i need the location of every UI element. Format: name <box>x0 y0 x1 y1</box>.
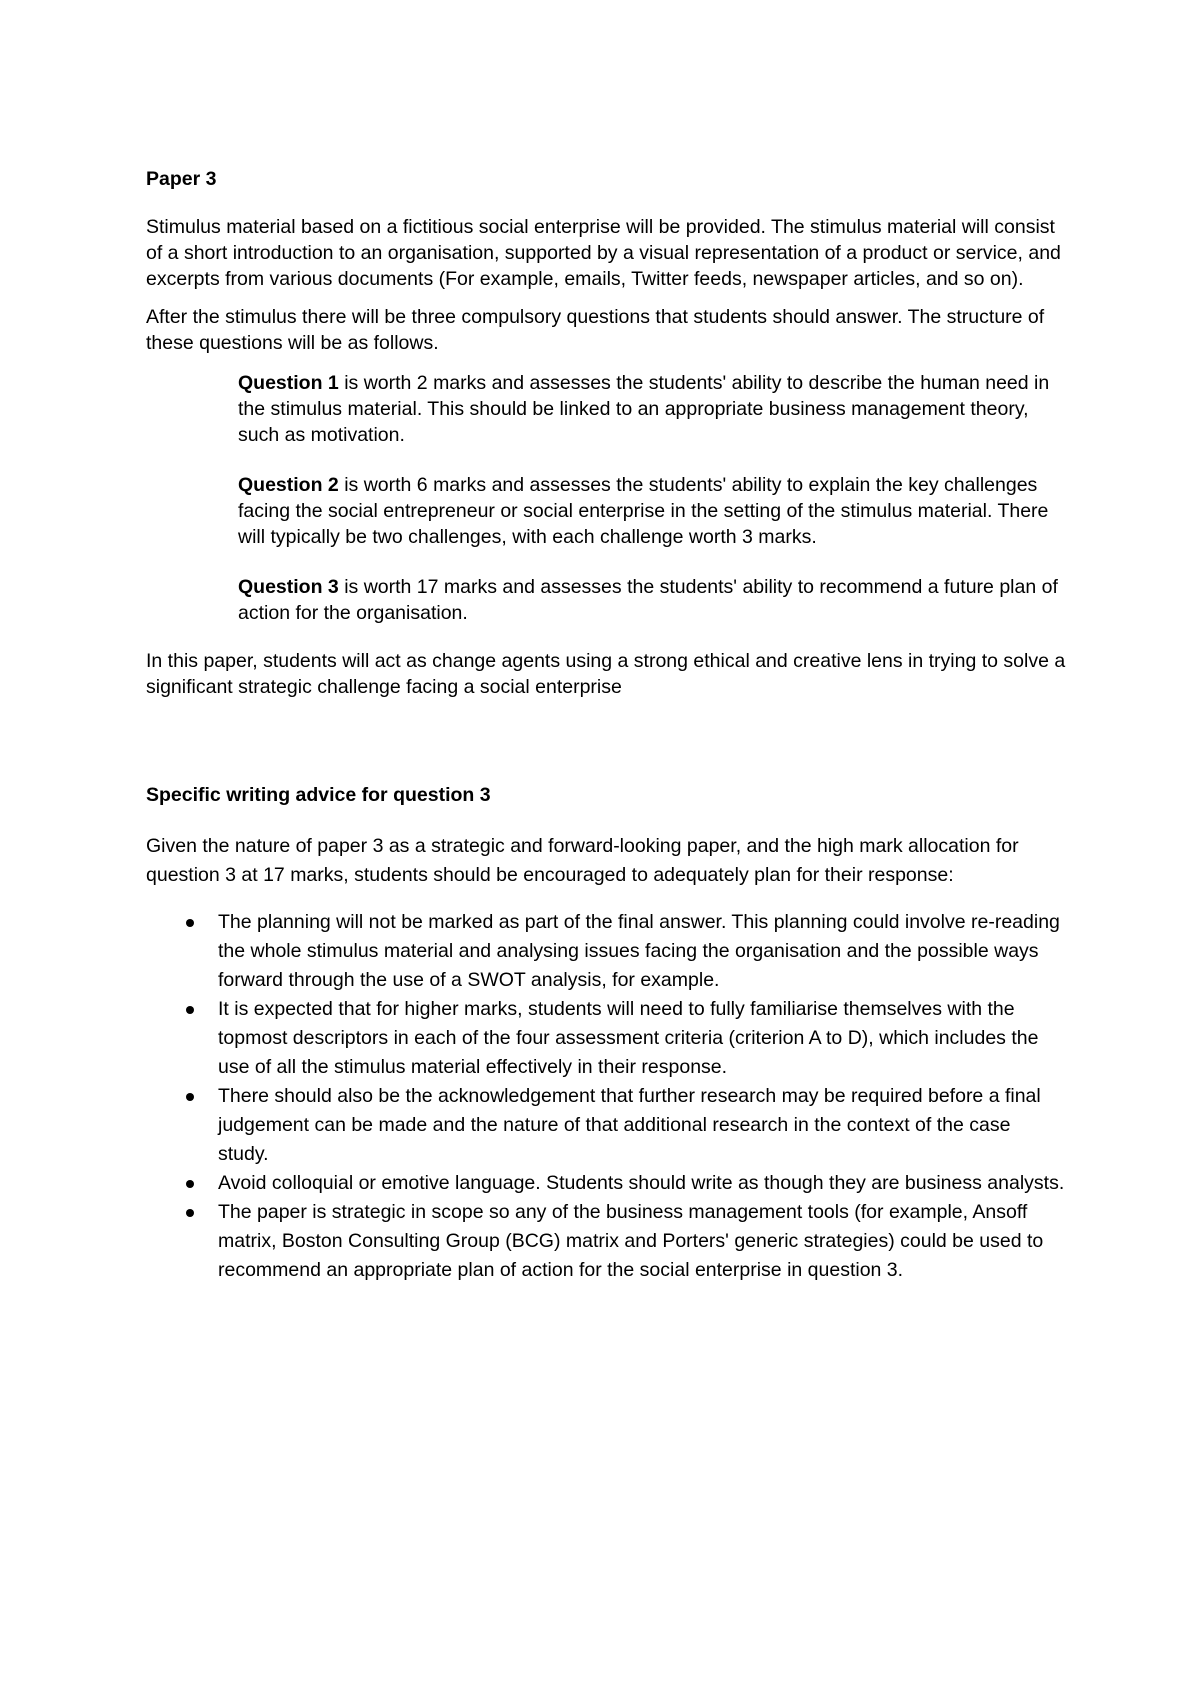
bullet-icon <box>186 1180 194 1188</box>
list-item <box>146 995 1066 1082</box>
bullet-icon <box>186 1209 194 1217</box>
list-item <box>146 908 1066 995</box>
list-item <box>146 1082 1066 1169</box>
question-3 <box>238 574 1068 626</box>
question-2-label: Question 2 <box>238 474 339 496</box>
question-2 <box>238 472 1068 550</box>
list-item-text: It is expected that for higher marks, students will need to fully familiarise themselves with the topmost descriptors in each of the four assessment criteria (criterion A to D), which includes the use of all the stimulus material effectively in their response. <box>218 998 1039 1078</box>
list-item-text: There should also be the acknowledgement that further research may be required before a final judgement can be made and the nature of that additional research in the context of the case study. <box>218 1085 1041 1165</box>
advice-heading: Specific writing advice for question 3 <box>146 784 491 806</box>
question-3-text: is worth 17 marks and assesses the students' ability to recommend a future plan of action for the organisation. <box>238 576 1058 624</box>
section-spacer <box>146 712 1066 782</box>
question-1 <box>238 370 1068 448</box>
list-item <box>146 1169 1066 1198</box>
advice-intro: Given the nature of paper 3 as a strategic and forward-looking paper, and the high mark allocation for question 3 at 17 marks, students should be encouraged to adequately plan for their response: <box>146 835 1019 886</box>
list-item <box>146 1198 1066 1285</box>
paper-title: Paper 3 <box>146 168 217 190</box>
questions-list <box>238 370 1068 626</box>
question-3-label: Question 3 <box>238 576 339 598</box>
question-1-text: is worth 2 marks and assesses the students' ability to describe the human need in the stimulus material. This should be linked to an appropriate business management theory, such as motivation. <box>238 372 1050 446</box>
list-item-text: The planning will not be marked as part of the final answer. This planning could involve re-reading the whole stimulus material and analysing issues facing the organisation and the possible ways forward through the use of a SWOT analysis, for example. <box>218 911 1060 991</box>
intro-paragraph: Stimulus material based on a fictitious social enterprise will be provided. The stimulus material will consist of a short introduction to an organisation, supported by a visual representation of a product or service, and excerpts from various documents (For example, emails, Twitter feeds, newspaper articles, and so on). <box>146 216 1061 290</box>
advice-bullet-list <box>146 908 1066 1285</box>
structure-paragraph: After the stimulus there will be three compulsory questions that students should answer. The structure of these questions will be as follows. <box>146 306 1045 354</box>
closing-paragraph: In this paper, students will act as change agents using a strong ethical and creative lens in trying to solve a significant strategic challenge facing a social enterprise <box>146 650 1066 698</box>
question-2-text: is worth 6 marks and assesses the students' ability to explain the key challenges facing the social entrepreneur or social enterprise in the setting of the stimulus material. There will typically be two challenges, with each challenge worth 3 marks. <box>238 474 1049 548</box>
bullet-icon <box>186 919 194 927</box>
list-item-text: The paper is strategic in scope so any of the business management tools (for example, Ansoff matrix, Boston Consulting Group (BCG) matrix and Porters' generic strategies) could be used to recommend an appropriate plan of action for the social enterprise in question 3. <box>218 1201 1044 1281</box>
list-item-text: Avoid colloquial or emotive language. Students should write as though they are business analysts. <box>218 1172 1065 1194</box>
document-body <box>146 166 1066 1285</box>
question-1-label: Question 1 <box>238 372 339 394</box>
bullet-icon <box>186 1006 194 1014</box>
bullet-icon <box>186 1093 194 1101</box>
